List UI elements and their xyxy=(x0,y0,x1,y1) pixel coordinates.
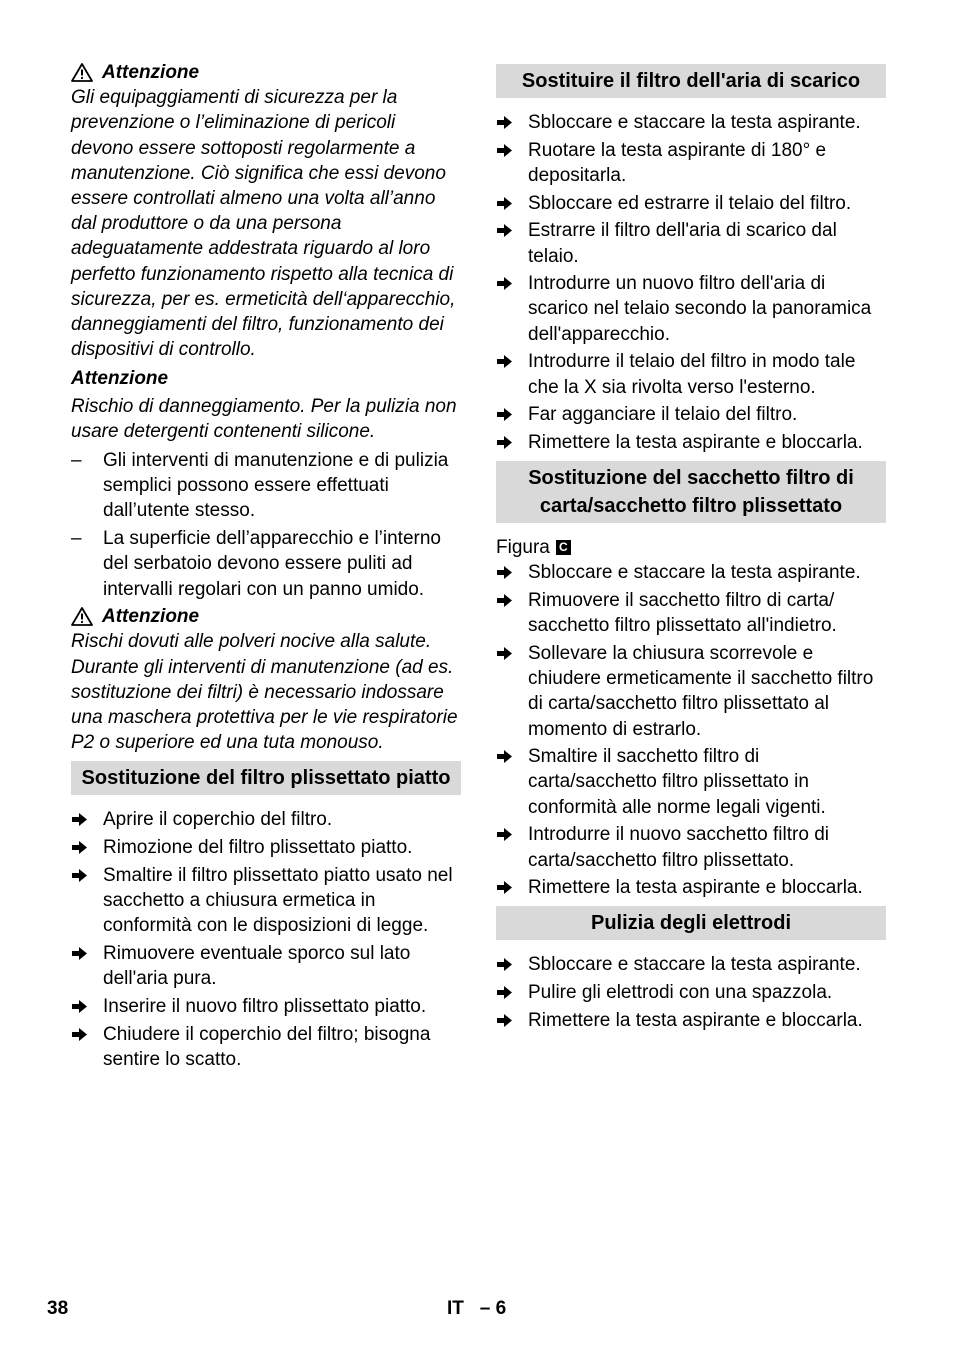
list-item-text: Rimozione del filtro plissettato piatto. xyxy=(103,837,413,859)
list-item xyxy=(496,271,886,347)
list-item xyxy=(71,526,461,602)
list-item xyxy=(71,807,461,832)
dash-bullet: – xyxy=(71,450,82,472)
list-item xyxy=(496,430,886,455)
warning-title: Attenzione xyxy=(102,62,200,83)
arrow-right-icon xyxy=(496,749,513,764)
list-item xyxy=(496,402,886,427)
steps-list xyxy=(496,560,886,900)
list-item-text: Rimettere la testa aspirante e bloccarla. xyxy=(528,1009,863,1031)
list-item-text: Introdurre il nuovo sacchetto filtro di carta/sacchetto filtro plissettato. xyxy=(528,824,829,871)
arrow-right-icon xyxy=(71,999,88,1014)
list-item-text: Ruotare la testa aspirante di 180° e depositarla. xyxy=(528,139,827,186)
list-item-text: Sbloccare ed estrarre il telaio del filtro. xyxy=(528,192,852,214)
arrow-right-icon xyxy=(496,143,513,158)
warning-text: Rischi dovuti alle polveri nocive alla salute. Durante gli interventi di manutenzione (ad es. sostituzione dei filtri) è necessario indossare una maschera protettiva per le vie respiratorie P2 o superiore ed una tuta monouso. xyxy=(71,631,458,754)
list-item xyxy=(71,941,461,991)
arrow-right-icon xyxy=(496,565,513,580)
list-item-text: Sbloccare e staccare la testa aspirante. xyxy=(528,562,861,584)
warning-title: Attenzione xyxy=(102,606,200,628)
left-column xyxy=(71,60,461,1075)
list-item-text: Gli interventi di manutenzione e di pulizia semplici possono essere effettuati dall’utente stesso. xyxy=(103,450,449,522)
list-item xyxy=(71,448,461,524)
list-item-text: La superficie dell’apparecchio e l’interno del serbatoio devono essere puliti ad intervalli regolari con un panno umido. xyxy=(103,528,441,600)
arrow-right-icon xyxy=(71,1027,88,1042)
list-item-text: Rimuovere il sacchetto filtro di carta/ sacchetto filtro plissettato all'indietro. xyxy=(528,590,837,637)
arrow-right-icon xyxy=(496,880,513,895)
list-item-text: Aprire il coperchio del filtro. xyxy=(103,809,333,831)
section-heading-electrodes: Pulizia degli elettrodi xyxy=(496,906,886,940)
steps-list xyxy=(496,952,886,1033)
list-item xyxy=(496,952,886,977)
warning-heading xyxy=(71,60,461,85)
list-item-text: Rimuovere eventuale sporco sul lato dell'aria pura. xyxy=(103,943,411,990)
list-item xyxy=(496,980,886,1005)
figure-label: Figura xyxy=(496,537,550,559)
arrow-right-icon xyxy=(496,593,513,608)
list-item-text: Introdurre un nuovo filtro dell'aria di scarico nel telaio secondo la panoramica dell'apparecchio. xyxy=(528,273,872,345)
steps-list xyxy=(71,807,461,1072)
dash-list xyxy=(71,448,461,602)
warning-triangle-icon xyxy=(71,63,93,82)
page-number: 38 xyxy=(47,1298,69,1319)
list-item xyxy=(71,835,461,860)
list-item xyxy=(496,641,886,742)
list-item-text: Rimettere la testa aspirante e bloccarla. xyxy=(528,431,863,453)
list-item xyxy=(496,875,886,900)
list-item xyxy=(71,994,461,1019)
figure-badge: C xyxy=(556,540,571,555)
list-item-text: Sollevare la chiusura scorrevole e chiudere ermeticamente il sacchetto filtro di carta/sacchetto filtro plissettato al momento di estrarlo. xyxy=(528,642,874,740)
arrow-right-icon xyxy=(496,646,513,661)
list-item-text: Chiudere il coperchio del filtro; bisogna sentire lo scatto. xyxy=(103,1023,431,1070)
arrow-right-icon xyxy=(496,827,513,842)
list-item xyxy=(496,218,886,268)
warning-triangle-icon xyxy=(71,607,93,626)
list-item xyxy=(71,1022,461,1072)
list-item xyxy=(496,560,886,585)
list-item-text: Introdurre il telaio del filtro in modo tale che la X sia rivolta verso l'esterno. xyxy=(528,351,856,398)
arrow-right-icon xyxy=(496,354,513,369)
list-item-text: Smaltire il filtro plissettato piatto usato nel sacchetto a chiusura ermetica in conformità con le disposizioni di legge. xyxy=(103,864,453,937)
arrow-right-icon xyxy=(71,840,88,855)
warning-heading xyxy=(71,604,461,629)
list-item-text: Pulire gli elettrodi con una spazzola. xyxy=(528,982,833,1004)
list-item-text: Inserire il nuovo filtro plissettato piatto. xyxy=(103,995,427,1017)
list-item xyxy=(496,744,886,820)
arrow-right-icon xyxy=(496,115,513,130)
arrow-right-icon xyxy=(496,985,513,1000)
list-item-text: Sbloccare e staccare la testa aspirante. xyxy=(528,112,861,133)
arrow-right-icon xyxy=(496,196,513,211)
list-item xyxy=(496,191,886,216)
list-item xyxy=(496,1008,886,1033)
arrow-right-icon xyxy=(496,276,513,291)
list-item xyxy=(496,822,886,872)
arrow-right-icon xyxy=(496,223,513,238)
warning-text: Gli equipaggiamenti di sicurezza per la prevenzione o l’eliminazione di pericoli devono essere sottoposti regolarmente a manutenzione. Ciò significa che essi devono essere controllati almeno una volta all’anno dal produttore o da una persona adeguatamente addestrata riguardo al loro perfetto funzionamento rispetto alla tecnica di sicurezza, per es. ermeticità dell‘apparecchio, danneggiamenti del filtro, funzionamento dei dispositivi di controllo. xyxy=(71,87,456,361)
arrow-right-icon xyxy=(496,1013,513,1028)
list-item-text: Far agganciare il telaio del filtro. xyxy=(528,404,798,426)
note-text: Rischio di danneggiamento. Per la pulizia non usare detergenti contenenti silicone. xyxy=(71,395,457,442)
section-heading-flat-filter: Sostituzione del filtro plissettato piatto xyxy=(71,761,461,795)
arrow-right-icon xyxy=(496,435,513,450)
list-item xyxy=(496,138,886,188)
section-heading-exhaust-filter: Sostituire il filtro dell'aria di scarico xyxy=(496,64,886,98)
steps-list xyxy=(496,110,886,455)
list-item xyxy=(496,110,886,135)
list-item-text: Estrarre il filtro dell'aria di scarico dal telaio. xyxy=(528,220,837,267)
arrow-right-icon xyxy=(71,868,88,883)
list-item-text: Rimettere la testa aspirante e bloccarla. xyxy=(528,877,863,899)
note-heading: Attenzione xyxy=(71,368,169,390)
right-column xyxy=(496,60,886,1036)
list-item xyxy=(496,588,886,638)
list-item xyxy=(496,349,886,399)
list-item-text: Sbloccare e staccare la testa aspirante. xyxy=(528,954,861,976)
language-page-label: IT – 6 xyxy=(447,1298,507,1319)
figure-reference xyxy=(496,535,886,560)
section-heading-paper-bag: Sostituzione del sacchetto filtro di carta/sacchetto filtro plissettato xyxy=(496,461,886,523)
arrow-right-icon xyxy=(71,946,88,961)
list-item-text: Smaltire il sacchetto filtro di carta/sacchetto filtro plissettato in conformità alle norme legali vigenti. xyxy=(528,746,826,818)
arrow-right-icon xyxy=(71,812,88,827)
arrow-right-icon xyxy=(496,407,513,422)
arrow-right-icon xyxy=(496,957,513,972)
dash-bullet: – xyxy=(71,528,82,550)
list-item xyxy=(71,863,461,939)
